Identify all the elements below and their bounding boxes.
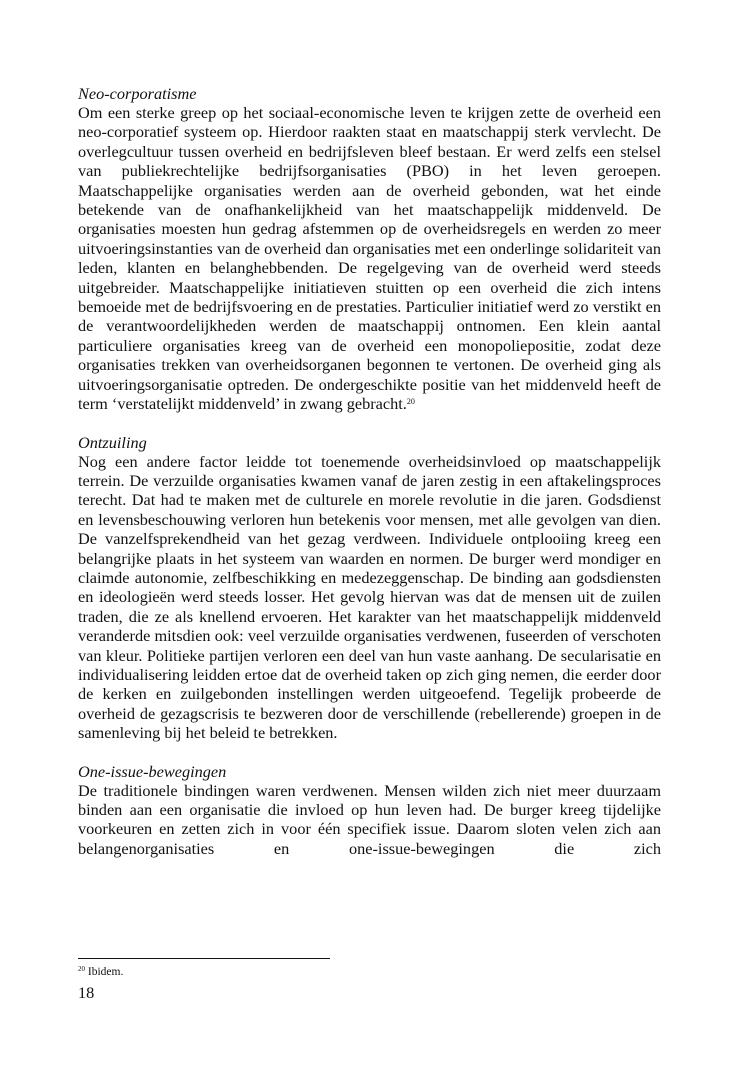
footnote-number: 20 [78, 965, 85, 973]
paragraph-text: Om een sterke greep op het sociaal-economische leven te krijgen zette de overheid een neo-corporatief systeem op. Hierdoor raakten staat en maatschappij sterk vervlecht. De overlegcultuur tussen overheid en bedrijfsleven bleef bestaan. Er werd zelfs een stelsel van publiekrechtelijke bedrijfsorganisaties (PBO) in het leven geroepen. Maatschappelijke organisaties werden aan de overheid gebonden, wat het einde betekende van de onafhankelijkheid van het maatschappelijk middenveld. De organisaties moesten hun gedrag afstemmen op de overheidsregels en werden zo meer uitvoeringsinstanties van de overheid dan organisaties met een onderlinge solidariteit van leden, klanten en belanghebbenden. De regelgeving van de overheid werd steeds uitgebreider. Maatschappelijke initiatieven stuitten op een overheid die zich intens bemoeide met de bedrijfsvoering en de prestaties. Particulier initiatief werd zo verstikt en de verantwoordelijkheden werden de maatschappij ontnomen. Een klein aantal particuliere organisaties kreeg van de overheid een monopoliepositie, zodat deze organisaties trekken van overheidsorganen begonnen te vertonen. De overheid ging als uitvoeringsorganisatie optreden. De ondergeschikte positie van het middenveld heeft de term ‘verstatelijkt middenveld’ in zwang gebracht. [78, 103, 661, 414]
footnote-reference: 20 [406, 397, 415, 407]
section-heading-one-issue-bewegingen: One-issue-bewegingen [78, 761, 227, 781]
footnote-separator [78, 958, 330, 959]
footnote-text: Ibidem. [87, 966, 124, 978]
page-body [78, 84, 661, 858]
section-paragraph-one-issue-bewegingen: De traditionele bindingen waren verdwenen. Mensen wilden zich niet meer duurzaam binden aan een organisatie die invloed op hun leven had. De burger kreeg tijdelijke voorkeuren en zetten zich in voor één specifiek issue. Daarom sloten velen zich aan belangenorganisaties en one-issue-bewegingen die zich [78, 780, 661, 858]
section-heading-neo-corporatisme: Neo-corporatisme [78, 84, 197, 103]
section-paragraph-ontzuiling: Nog een andere factor leidde tot toenemende overheidsinvloed op maatschappelijk terrein. De verzuilde organisaties kwamen vanaf de jaren zestig in een aftakelingsproces terecht. Dat had te maken met de culturele en morele revolutie in die jaren. Godsdienst en levensbeschouwing verloren hun betekenis voor mensen, met alle gevolgen van dien. De vanzelfsprekendheid van het gezag verdween. Individuele ontplooiing kreeg een belangrijke plaats in het systeem van waarden en normen. De burger werd mondiger en claimde autonomie, zelfbeschikking en medezeggenschap. De binding aan godsdiensten en ideologieën werd steeds losser. Het gevolg hiervan was dat de mensen uit de zuilen traden, die ze als knellend ervoeren. Het karakter van het maatschappelijk middenveld veranderde mitsdien ook: veel verzuilde organisaties verdwenen, fuseerden of verschoten van kleur. Politieke partijen verloren een deel van hun vaste aanhang. De secularisatie en individualisering leidden ertoe dat de overheid taken op zich ging nemen, die eerder door de kerken en zuilgebonden instellingen werden uitgeoefend. Tegelijk probeerde de overheid de gezagscrisis te bezweren door de verschillende (rebellerende) groepen in de samenleving bij het beleid te betrekken. [78, 451, 661, 743]
page-number: 18 [78, 983, 95, 1002]
section-heading-ontzuiling: Ontzuiling [78, 432, 147, 452]
footnote [78, 966, 123, 978]
section-paragraph-neo-corporatisme [78, 103, 661, 414]
